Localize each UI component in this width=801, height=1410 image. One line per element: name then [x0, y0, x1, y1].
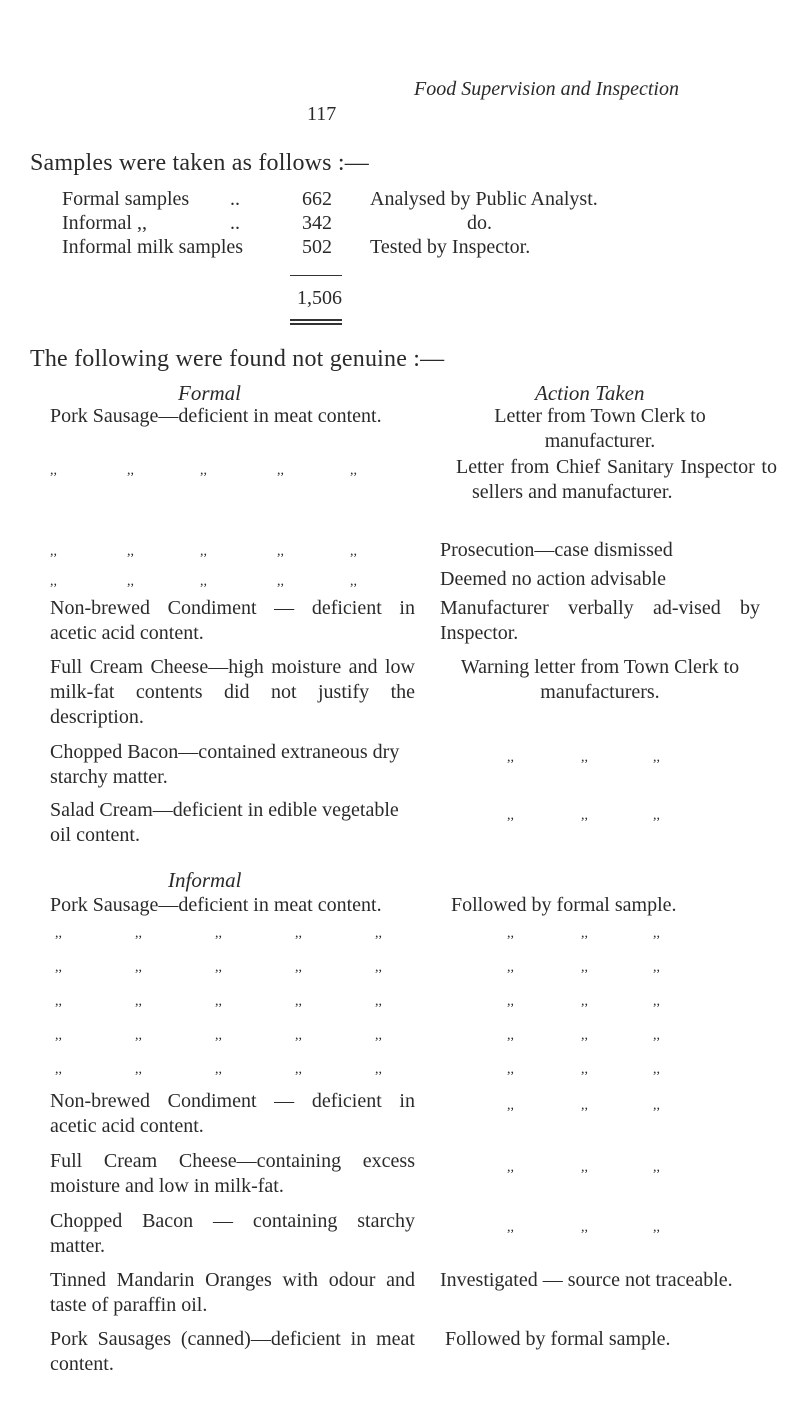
formal-entry: Pork Sausage—deficient in meat content.: [50, 405, 382, 427]
informal-entry: Non-brewed Condiment — deficient in acetic acid content.: [50, 1090, 415, 1137]
ditto-mark: ,,: [127, 463, 134, 478]
ditto-block-left: [55, 926, 415, 1096]
ditto-mark: ,,: [200, 463, 207, 478]
ditto-mark: ,,: [215, 1062, 222, 1077]
page-number: 117: [307, 103, 337, 125]
column-heading-action: Action Taken: [535, 381, 645, 405]
ditto-mark: ,,: [50, 463, 57, 478]
ditto-mark: ,,: [350, 544, 357, 559]
ditto-mark: ,,: [507, 808, 514, 823]
ditto-mark: ,,: [295, 1028, 302, 1043]
sample-row-dots: ..: [230, 188, 240, 210]
ditto-mark: ,,: [215, 926, 222, 941]
ditto-mark: ,,: [375, 926, 382, 941]
ditto-mark: ,,: [653, 960, 660, 975]
double-rule-top: [290, 319, 342, 321]
informal-heading: Informal: [168, 868, 242, 892]
ditto-row: [507, 1220, 707, 1240]
ditto-mark: ,,: [581, 1220, 588, 1235]
ditto-mark: ,,: [295, 994, 302, 1009]
not-genuine-heading: The following were found not genuine :—: [30, 346, 445, 372]
ditto-mark: ,,: [375, 1028, 382, 1043]
ditto-mark: ,,: [277, 544, 284, 559]
formal-entry: Chopped Bacon—contained extraneous dry starchy matter.: [50, 741, 400, 788]
ditto-mark: ,,: [200, 574, 207, 589]
ditto-mark: ,,: [507, 1062, 514, 1077]
ditto-mark: ,,: [581, 808, 588, 823]
ditto-mark: ,,: [135, 994, 142, 1009]
formal-entry: Full Cream Cheese—high moisture and low milk-fat contents did not justify the description.: [50, 656, 415, 728]
ditto-mark: ,,: [507, 1160, 514, 1175]
ditto-row: [507, 1160, 707, 1180]
ditto-mark: ,,: [653, 1062, 660, 1077]
informal-action: Followed by formal sample.: [451, 894, 677, 916]
ditto-mark: ,,: [135, 960, 142, 975]
ditto-mark: ,,: [55, 926, 62, 941]
running-title: Food Supervision and Inspection: [414, 78, 679, 100]
ditto-mark: ,,: [653, 1220, 660, 1235]
ditto-mark: ,,: [127, 574, 134, 589]
ditto-row: [507, 808, 707, 828]
ditto-mark: ,,: [581, 1028, 588, 1043]
formal-entry: Salad Cream—deficient in edible vegetable oil content.: [50, 799, 399, 846]
ditto-mark: ,,: [581, 1098, 588, 1113]
ditto-mark: ,,: [581, 1062, 588, 1077]
column-heading-formal: Formal: [178, 381, 241, 405]
ditto-mark: ,,: [375, 1062, 382, 1077]
ditto-mark: ,,: [507, 750, 514, 765]
ditto-mark: ,,: [215, 1028, 222, 1043]
ditto-row: [50, 574, 415, 594]
formal-action: Warning letter from Town Clerk to manufacturers.: [460, 656, 740, 703]
ditto-mark: ,,: [55, 1028, 62, 1043]
ditto-mark: ,,: [507, 1098, 514, 1113]
ditto-mark: ,,: [215, 960, 222, 975]
informal-entry: Pork Sausages (canned)—deficient in meat content.: [50, 1328, 415, 1375]
ditto-mark: ,,: [375, 960, 382, 975]
ditto-mark: ,,: [135, 1062, 142, 1077]
sample-row-dots: ..: [230, 212, 240, 234]
ditto-mark: ,,: [653, 750, 660, 765]
ditto-mark: ,,: [50, 544, 57, 559]
ditto-mark: ,,: [581, 994, 588, 1009]
ditto-mark: ,,: [50, 574, 57, 589]
formal-entry: Non-brewed Condiment — deficient in acetic acid content.: [50, 597, 415, 644]
ditto-mark: ,,: [581, 1160, 588, 1175]
formal-action: Letter from Town Clerk to manufacturer.: [494, 405, 706, 452]
sample-row-note: do.: [467, 212, 492, 234]
ditto-mark: ,,: [55, 1062, 62, 1077]
ditto-mark: ,,: [507, 960, 514, 975]
ditto-mark: ,,: [581, 960, 588, 975]
ditto-mark: ,,: [277, 463, 284, 478]
ditto-mark: ,,: [653, 808, 660, 823]
ditto-mark: ,,: [350, 463, 357, 478]
double-rule-bottom: [290, 323, 342, 325]
ditto-mark: ,,: [581, 926, 588, 941]
sample-row-count: 662: [302, 188, 332, 210]
total-rule: [290, 275, 342, 276]
ditto-block-right: [507, 926, 707, 1126]
ditto-mark: ,,: [295, 926, 302, 941]
sample-row-count: 342: [302, 212, 332, 234]
informal-entry: Full Cream Cheese—containing excess moisture and low in milk-fat.: [50, 1150, 415, 1197]
ditto-mark: ,,: [653, 1160, 660, 1175]
ditto-row: [50, 463, 415, 483]
informal-entry: Tinned Mandarin Oranges with odour and taste of paraffin oil.: [50, 1269, 415, 1316]
ditto-mark: ,,: [581, 750, 588, 765]
ditto-mark: ,,: [507, 926, 514, 941]
ditto-mark: ,,: [375, 994, 382, 1009]
ditto-mark: ,,: [215, 994, 222, 1009]
ditto-mark: ,,: [653, 1098, 660, 1113]
ditto-mark: ,,: [653, 926, 660, 941]
sample-row-label: Formal samples: [62, 188, 190, 210]
formal-action: Manufacturer verbally ad-vised by Inspector.: [440, 597, 760, 644]
sample-row-note: Tested by Inspector.: [370, 236, 531, 258]
ditto-mark: ,,: [507, 1028, 514, 1043]
informal-entry: Chopped Bacon — containing starchy matter.: [50, 1210, 415, 1257]
formal-action: Prosecution—case dismissed: [440, 539, 673, 561]
ditto-row: [507, 750, 707, 770]
ditto-mark: ,,: [55, 960, 62, 975]
informal-entry: Pork Sausage—deficient in meat content.: [50, 894, 382, 916]
sample-row-count: 502: [302, 236, 332, 258]
ditto-mark: ,,: [277, 574, 284, 589]
samples-total: 1,506: [297, 287, 342, 309]
ditto-mark: ,,: [295, 960, 302, 975]
ditto-mark: ,,: [135, 1028, 142, 1043]
ditto-mark: ,,: [653, 1028, 660, 1043]
ditto-mark: ,,: [200, 544, 207, 559]
sample-row-note: Analysed by Public Analyst.: [370, 188, 598, 210]
ditto-mark: ,,: [135, 926, 142, 941]
ditto-mark: ,,: [127, 544, 134, 559]
ditto-mark: ,,: [295, 1062, 302, 1077]
informal-action: Investigated — source not traceable.: [440, 1269, 733, 1291]
informal-action: Followed by formal sample.: [445, 1328, 671, 1350]
ditto-mark: ,,: [653, 994, 660, 1009]
formal-action: Deemed no action advisable: [440, 568, 667, 590]
formal-action: Letter from Chief Sanitary Inspector to sellers and manufacturer.: [456, 456, 777, 503]
ditto-mark: ,,: [507, 994, 514, 1009]
sample-row-label: Informal ,,: [62, 212, 147, 234]
ditto-row: [50, 544, 415, 564]
ditto-mark: ,,: [350, 574, 357, 589]
samples-heading: Samples were taken as follows :—: [30, 150, 369, 176]
ditto-mark: ,,: [55, 994, 62, 1009]
ditto-mark: ,,: [507, 1220, 514, 1235]
sample-row-label: Informal milk samples: [62, 236, 244, 258]
